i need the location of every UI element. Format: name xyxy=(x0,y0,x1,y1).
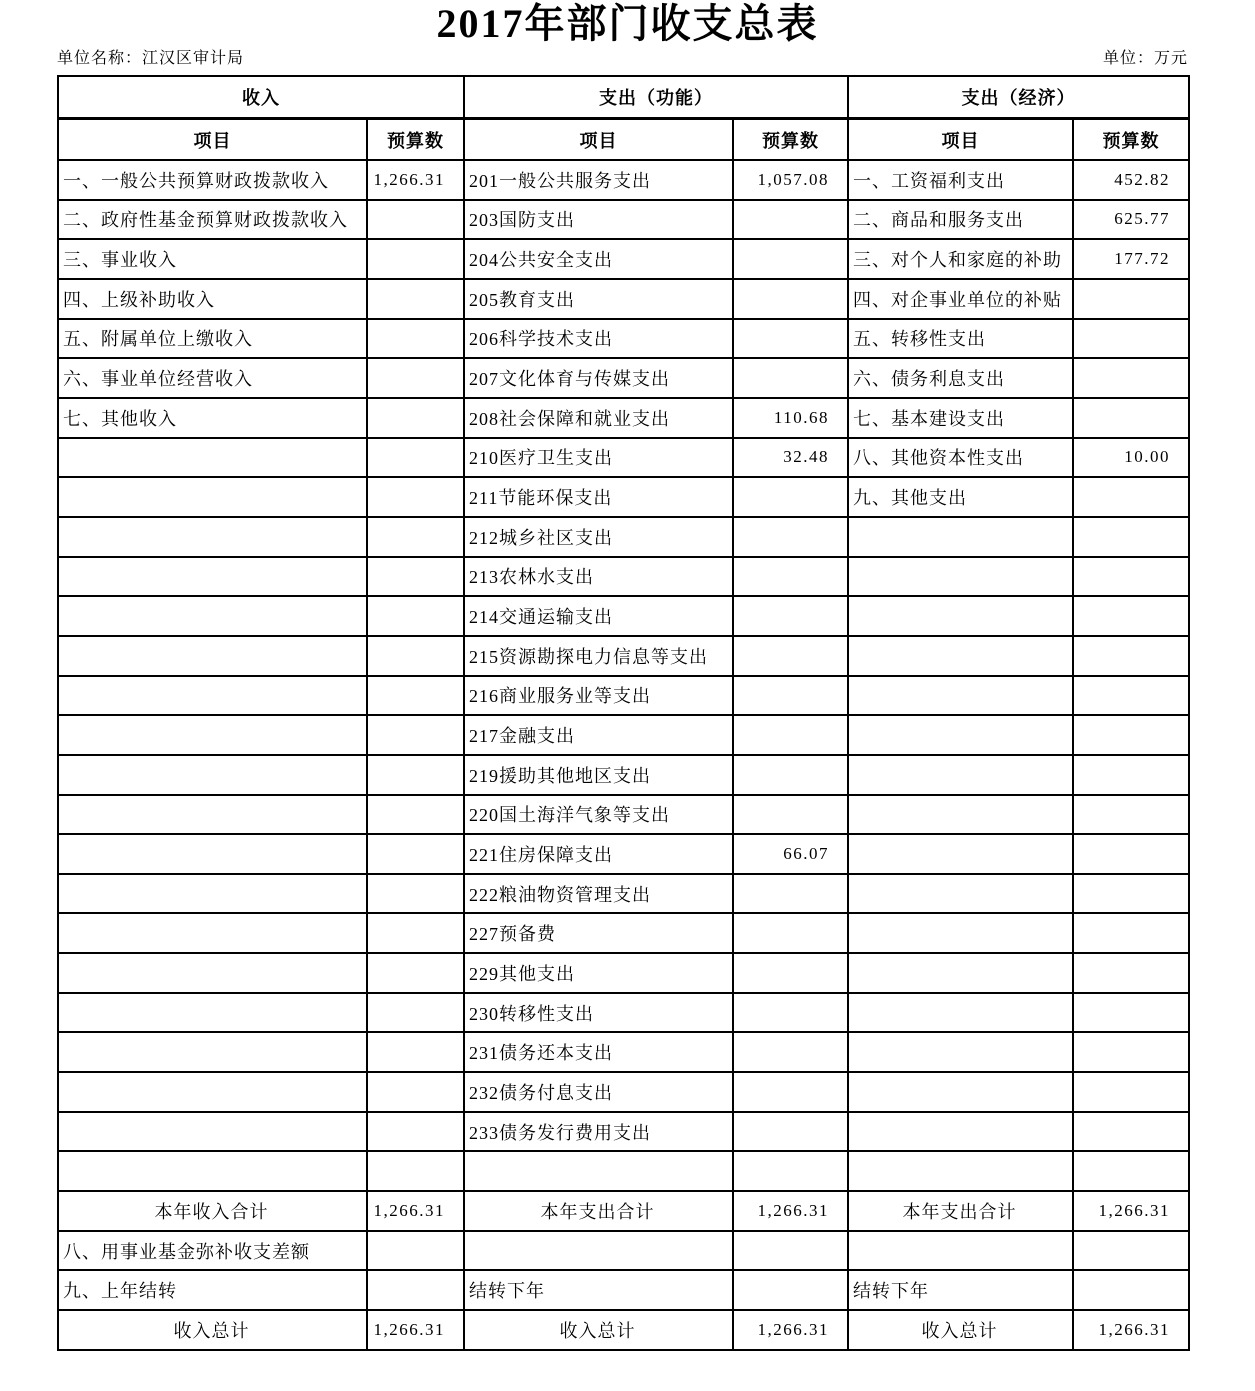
budget-value-cell xyxy=(367,596,464,636)
budget-value-cell xyxy=(367,1231,464,1271)
budget-value-cell: 1,266.31 xyxy=(367,1191,464,1231)
budget-value-cell xyxy=(1073,1270,1189,1310)
table-row xyxy=(58,517,1189,557)
item-cell: 232债务付息支出 xyxy=(464,1072,733,1112)
unit-name-label: 单位名称：江汉区审计局 xyxy=(57,50,245,67)
item-cell xyxy=(848,953,1073,993)
budget-value-cell xyxy=(733,1151,848,1191)
table-row xyxy=(58,953,1189,993)
budget-value-cell xyxy=(733,1032,848,1072)
budget-value-cell xyxy=(367,1112,464,1152)
item-cell: 五、转移性支出 xyxy=(848,319,1073,359)
budget-value-cell xyxy=(733,517,848,557)
budget-value-cell xyxy=(1073,398,1189,438)
budget-value-cell xyxy=(733,557,848,597)
item-cell: 220国土海洋气象等支出 xyxy=(464,795,733,835)
item-cell xyxy=(58,636,367,676)
item-cell: 四、对企事业单位的补贴 xyxy=(848,279,1073,319)
group-header-expenditure-function: 支出（功能） xyxy=(464,76,848,119)
budget-value-cell: 1,266.31 xyxy=(733,1191,848,1231)
item-cell xyxy=(848,755,1073,795)
item-cell xyxy=(848,993,1073,1033)
item-cell: 201一般公共服务支出 xyxy=(464,160,733,200)
item-cell: 八、用事业基金弥补收支差额 xyxy=(58,1231,367,1271)
budget-value-cell xyxy=(1073,834,1189,874)
budget-value-cell xyxy=(367,557,464,597)
item-cell: 结转下年 xyxy=(464,1270,733,1310)
budget-value-cell: 66.07 xyxy=(733,834,848,874)
item-cell xyxy=(464,1231,733,1271)
item-cell xyxy=(848,834,1073,874)
item-cell: 207文化体育与传媒支出 xyxy=(464,358,733,398)
budget-value-cell xyxy=(733,200,848,240)
budget-value-cell xyxy=(1073,636,1189,676)
item-cell: 217金融支出 xyxy=(464,715,733,755)
column-header-income-budget: 预算数 xyxy=(367,119,464,161)
item-cell: 214交通运输支出 xyxy=(464,596,733,636)
unit-label: 单位：万元 xyxy=(1102,50,1188,67)
item-cell: 本年支出合计 xyxy=(464,1191,733,1231)
item-cell xyxy=(58,477,367,517)
budget-value-cell xyxy=(367,279,464,319)
item-cell xyxy=(848,715,1073,755)
table-row xyxy=(58,874,1189,914)
table-row xyxy=(58,1072,1189,1112)
budget-value-cell xyxy=(367,874,464,914)
item-cell: 204公共安全支出 xyxy=(464,239,733,279)
budget-value-cell xyxy=(733,596,848,636)
table-row xyxy=(58,438,1189,478)
item-cell xyxy=(848,636,1073,676)
item-cell: 收入总计 xyxy=(464,1310,733,1350)
item-cell xyxy=(58,755,367,795)
item-cell xyxy=(58,676,367,716)
budget-value-cell xyxy=(367,1072,464,1112)
item-cell xyxy=(848,1032,1073,1072)
table-row xyxy=(58,596,1189,636)
item-cell: 本年支出合计 xyxy=(848,1191,1073,1231)
item-cell: 222粮油物资管理支出 xyxy=(464,874,733,914)
column-header-function-item: 项目 xyxy=(464,119,733,161)
table-row xyxy=(58,279,1189,319)
budget-value-cell: 177.72 xyxy=(1073,239,1189,279)
budget-value-cell xyxy=(367,477,464,517)
table-row xyxy=(58,755,1189,795)
budget-value-cell xyxy=(1073,874,1189,914)
budget-value-cell xyxy=(733,1072,848,1112)
item-cell: 221住房保障支出 xyxy=(464,834,733,874)
item-cell xyxy=(58,517,367,557)
item-cell: 九、上年结转 xyxy=(58,1270,367,1310)
group-header-row xyxy=(58,76,1189,119)
item-cell: 211节能环保支出 xyxy=(464,477,733,517)
item-cell: 三、事业收入 xyxy=(58,239,367,279)
budget-value-cell xyxy=(733,874,848,914)
item-cell xyxy=(848,517,1073,557)
item-cell xyxy=(58,834,367,874)
budget-value-cell: 10.00 xyxy=(1073,438,1189,478)
table-row xyxy=(58,1032,1189,1072)
budget-value-cell xyxy=(367,358,464,398)
item-cell: 六、事业单位经营收入 xyxy=(58,358,367,398)
table-row xyxy=(58,358,1189,398)
item-cell: 205教育支出 xyxy=(464,279,733,319)
budget-value-cell: 1,266.31 xyxy=(1073,1310,1189,1350)
item-cell: 七、其他收入 xyxy=(58,398,367,438)
budget-value-cell xyxy=(1073,913,1189,953)
budget-value-cell xyxy=(1073,1112,1189,1152)
item-cell: 收入总计 xyxy=(58,1310,367,1350)
budget-value-cell: 625.77 xyxy=(1073,200,1189,240)
budget-value-cell xyxy=(367,676,464,716)
item-cell: 215资源勘探电力信息等支出 xyxy=(464,636,733,676)
group-header-expenditure-economic: 支出（经济） xyxy=(848,76,1189,119)
budget-value-cell xyxy=(1073,676,1189,716)
budget-value-cell xyxy=(733,319,848,359)
item-cell xyxy=(58,913,367,953)
item-cell: 233债务发行费用支出 xyxy=(464,1112,733,1152)
budget-value-cell xyxy=(1073,953,1189,993)
budget-value-cell: 1,266.31 xyxy=(733,1310,848,1350)
table-row xyxy=(58,1310,1189,1350)
budget-value-cell xyxy=(1073,1072,1189,1112)
budget-value-cell xyxy=(733,279,848,319)
budget-value-cell xyxy=(367,834,464,874)
item-cell: 本年收入合计 xyxy=(58,1191,367,1231)
budget-value-cell: 1,266.31 xyxy=(367,160,464,200)
budget-value-cell xyxy=(733,795,848,835)
table-header xyxy=(58,76,1189,160)
item-cell xyxy=(58,715,367,755)
table-row xyxy=(58,834,1189,874)
budget-value-cell xyxy=(733,636,848,676)
item-cell: 七、基本建设支出 xyxy=(848,398,1073,438)
budget-value-cell xyxy=(1073,358,1189,398)
table-row xyxy=(58,239,1189,279)
table-row xyxy=(58,398,1189,438)
item-cell xyxy=(58,795,367,835)
budget-value-cell xyxy=(1073,477,1189,517)
item-cell xyxy=(58,1072,367,1112)
table-row xyxy=(58,1270,1189,1310)
budget-value-cell xyxy=(733,358,848,398)
table-row xyxy=(58,319,1189,359)
budget-value-cell xyxy=(733,1112,848,1152)
budget-value-cell xyxy=(367,795,464,835)
budget-value-cell xyxy=(733,1270,848,1310)
item-cell xyxy=(848,1072,1073,1112)
budget-value-cell xyxy=(1073,557,1189,597)
table-row xyxy=(58,636,1189,676)
table-row xyxy=(58,795,1189,835)
item-cell xyxy=(848,1231,1073,1271)
item-cell: 九、其他支出 xyxy=(848,477,1073,517)
budget-value-cell xyxy=(1073,795,1189,835)
budget-value-cell xyxy=(733,953,848,993)
item-cell: 203国防支出 xyxy=(464,200,733,240)
item-cell xyxy=(58,1151,367,1191)
item-cell: 四、上级补助收入 xyxy=(58,279,367,319)
item-cell xyxy=(848,874,1073,914)
item-cell xyxy=(58,953,367,993)
item-cell xyxy=(848,795,1073,835)
item-cell: 229其他支出 xyxy=(464,953,733,993)
item-cell: 227预备费 xyxy=(464,913,733,953)
budget-value-cell xyxy=(1073,755,1189,795)
item-cell xyxy=(58,557,367,597)
item-cell xyxy=(58,1112,367,1152)
column-header-economic-budget: 预算数 xyxy=(1073,119,1189,161)
budget-value-cell xyxy=(1073,1151,1189,1191)
budget-value-cell xyxy=(1073,1032,1189,1072)
item-cell xyxy=(58,1032,367,1072)
budget-value-cell xyxy=(1073,517,1189,557)
table-row xyxy=(58,993,1189,1033)
item-cell xyxy=(848,913,1073,953)
table-row xyxy=(58,1191,1189,1231)
item-cell: 三、对个人和家庭的补助 xyxy=(848,239,1073,279)
budget-value-cell: 110.68 xyxy=(733,398,848,438)
budget-value-cell xyxy=(367,319,464,359)
item-cell: 二、商品和服务支出 xyxy=(848,200,1073,240)
item-cell: 208社会保障和就业支出 xyxy=(464,398,733,438)
budget-value-cell: 1,266.31 xyxy=(1073,1191,1189,1231)
budget-value-cell xyxy=(1073,279,1189,319)
column-header-economic-item: 项目 xyxy=(848,119,1073,161)
item-cell xyxy=(58,993,367,1033)
budget-value-cell xyxy=(367,913,464,953)
table-row xyxy=(58,200,1189,240)
item-cell: 收入总计 xyxy=(848,1310,1073,1350)
budget-value-cell xyxy=(367,438,464,478)
column-header-income-item: 项目 xyxy=(58,119,367,161)
budget-value-cell xyxy=(1073,715,1189,755)
item-cell: 216商业服务业等支出 xyxy=(464,676,733,716)
budget-value-cell xyxy=(1073,1231,1189,1271)
item-cell: 六、债务利息支出 xyxy=(848,358,1073,398)
budget-value-cell xyxy=(367,636,464,676)
budget-value-cell xyxy=(733,239,848,279)
item-cell: 212城乡社区支出 xyxy=(464,517,733,557)
meta-row xyxy=(57,48,1188,70)
item-cell xyxy=(58,874,367,914)
item-cell: 一、一般公共预算财政拨款收入 xyxy=(58,160,367,200)
item-cell xyxy=(848,676,1073,716)
table-row xyxy=(58,1112,1189,1152)
item-cell: 230转移性支出 xyxy=(464,993,733,1033)
budget-value-cell xyxy=(733,715,848,755)
budget-value-cell: 32.48 xyxy=(733,438,848,478)
table-row xyxy=(58,477,1189,517)
budget-value-cell: 1,057.08 xyxy=(733,160,848,200)
item-cell: 结转下年 xyxy=(848,1270,1073,1310)
item-cell xyxy=(464,1151,733,1191)
item-cell: 一、工资福利支出 xyxy=(848,160,1073,200)
budget-value-cell xyxy=(367,200,464,240)
budget-value-cell xyxy=(733,993,848,1033)
item-cell: 二、政府性基金预算财政拨款收入 xyxy=(58,200,367,240)
item-cell: 206科学技术支出 xyxy=(464,319,733,359)
budget-value-cell xyxy=(367,1032,464,1072)
table-row xyxy=(58,160,1189,200)
table-row xyxy=(58,715,1189,755)
budget-value-cell xyxy=(367,239,464,279)
budget-value-cell xyxy=(367,715,464,755)
table-row xyxy=(58,676,1189,716)
item-cell xyxy=(848,557,1073,597)
budget-table xyxy=(57,75,1190,1351)
budget-value-cell xyxy=(367,993,464,1033)
column-header-row xyxy=(58,119,1189,161)
table-row xyxy=(58,1231,1189,1271)
table-row xyxy=(58,1151,1189,1191)
item-cell: 八、其他资本性支出 xyxy=(848,438,1073,478)
budget-value-cell xyxy=(733,676,848,716)
item-cell: 五、附属单位上缴收入 xyxy=(58,319,367,359)
table-row xyxy=(58,913,1189,953)
budget-value-cell: 452.82 xyxy=(1073,160,1189,200)
budget-value-cell xyxy=(367,398,464,438)
table-body xyxy=(58,160,1189,1350)
group-header-income: 收入 xyxy=(58,76,464,119)
budget-value-cell xyxy=(367,1270,464,1310)
item-cell: 210医疗卫生支出 xyxy=(464,438,733,478)
budget-value-cell xyxy=(733,755,848,795)
budget-value-cell: 1,266.31 xyxy=(367,1310,464,1350)
item-cell xyxy=(848,1151,1073,1191)
table-row xyxy=(58,557,1189,597)
item-cell: 231债务还本支出 xyxy=(464,1032,733,1072)
budget-value-cell xyxy=(367,953,464,993)
item-cell xyxy=(58,596,367,636)
item-cell: 213农林水支出 xyxy=(464,557,733,597)
page-title: 2017年部门收支总表 xyxy=(436,1,819,46)
budget-value-cell xyxy=(367,517,464,557)
budget-value-cell xyxy=(733,1231,848,1271)
item-cell xyxy=(848,596,1073,636)
item-cell xyxy=(58,438,367,478)
budget-value-cell xyxy=(1073,596,1189,636)
item-cell xyxy=(848,1112,1073,1152)
budget-value-cell xyxy=(1073,319,1189,359)
budget-value-cell xyxy=(733,477,848,517)
budget-value-cell xyxy=(367,1151,464,1191)
item-cell: 219援助其他地区支出 xyxy=(464,755,733,795)
budget-value-cell xyxy=(733,913,848,953)
budget-value-cell xyxy=(1073,993,1189,1033)
column-header-function-budget: 预算数 xyxy=(733,119,848,161)
budget-value-cell xyxy=(367,755,464,795)
